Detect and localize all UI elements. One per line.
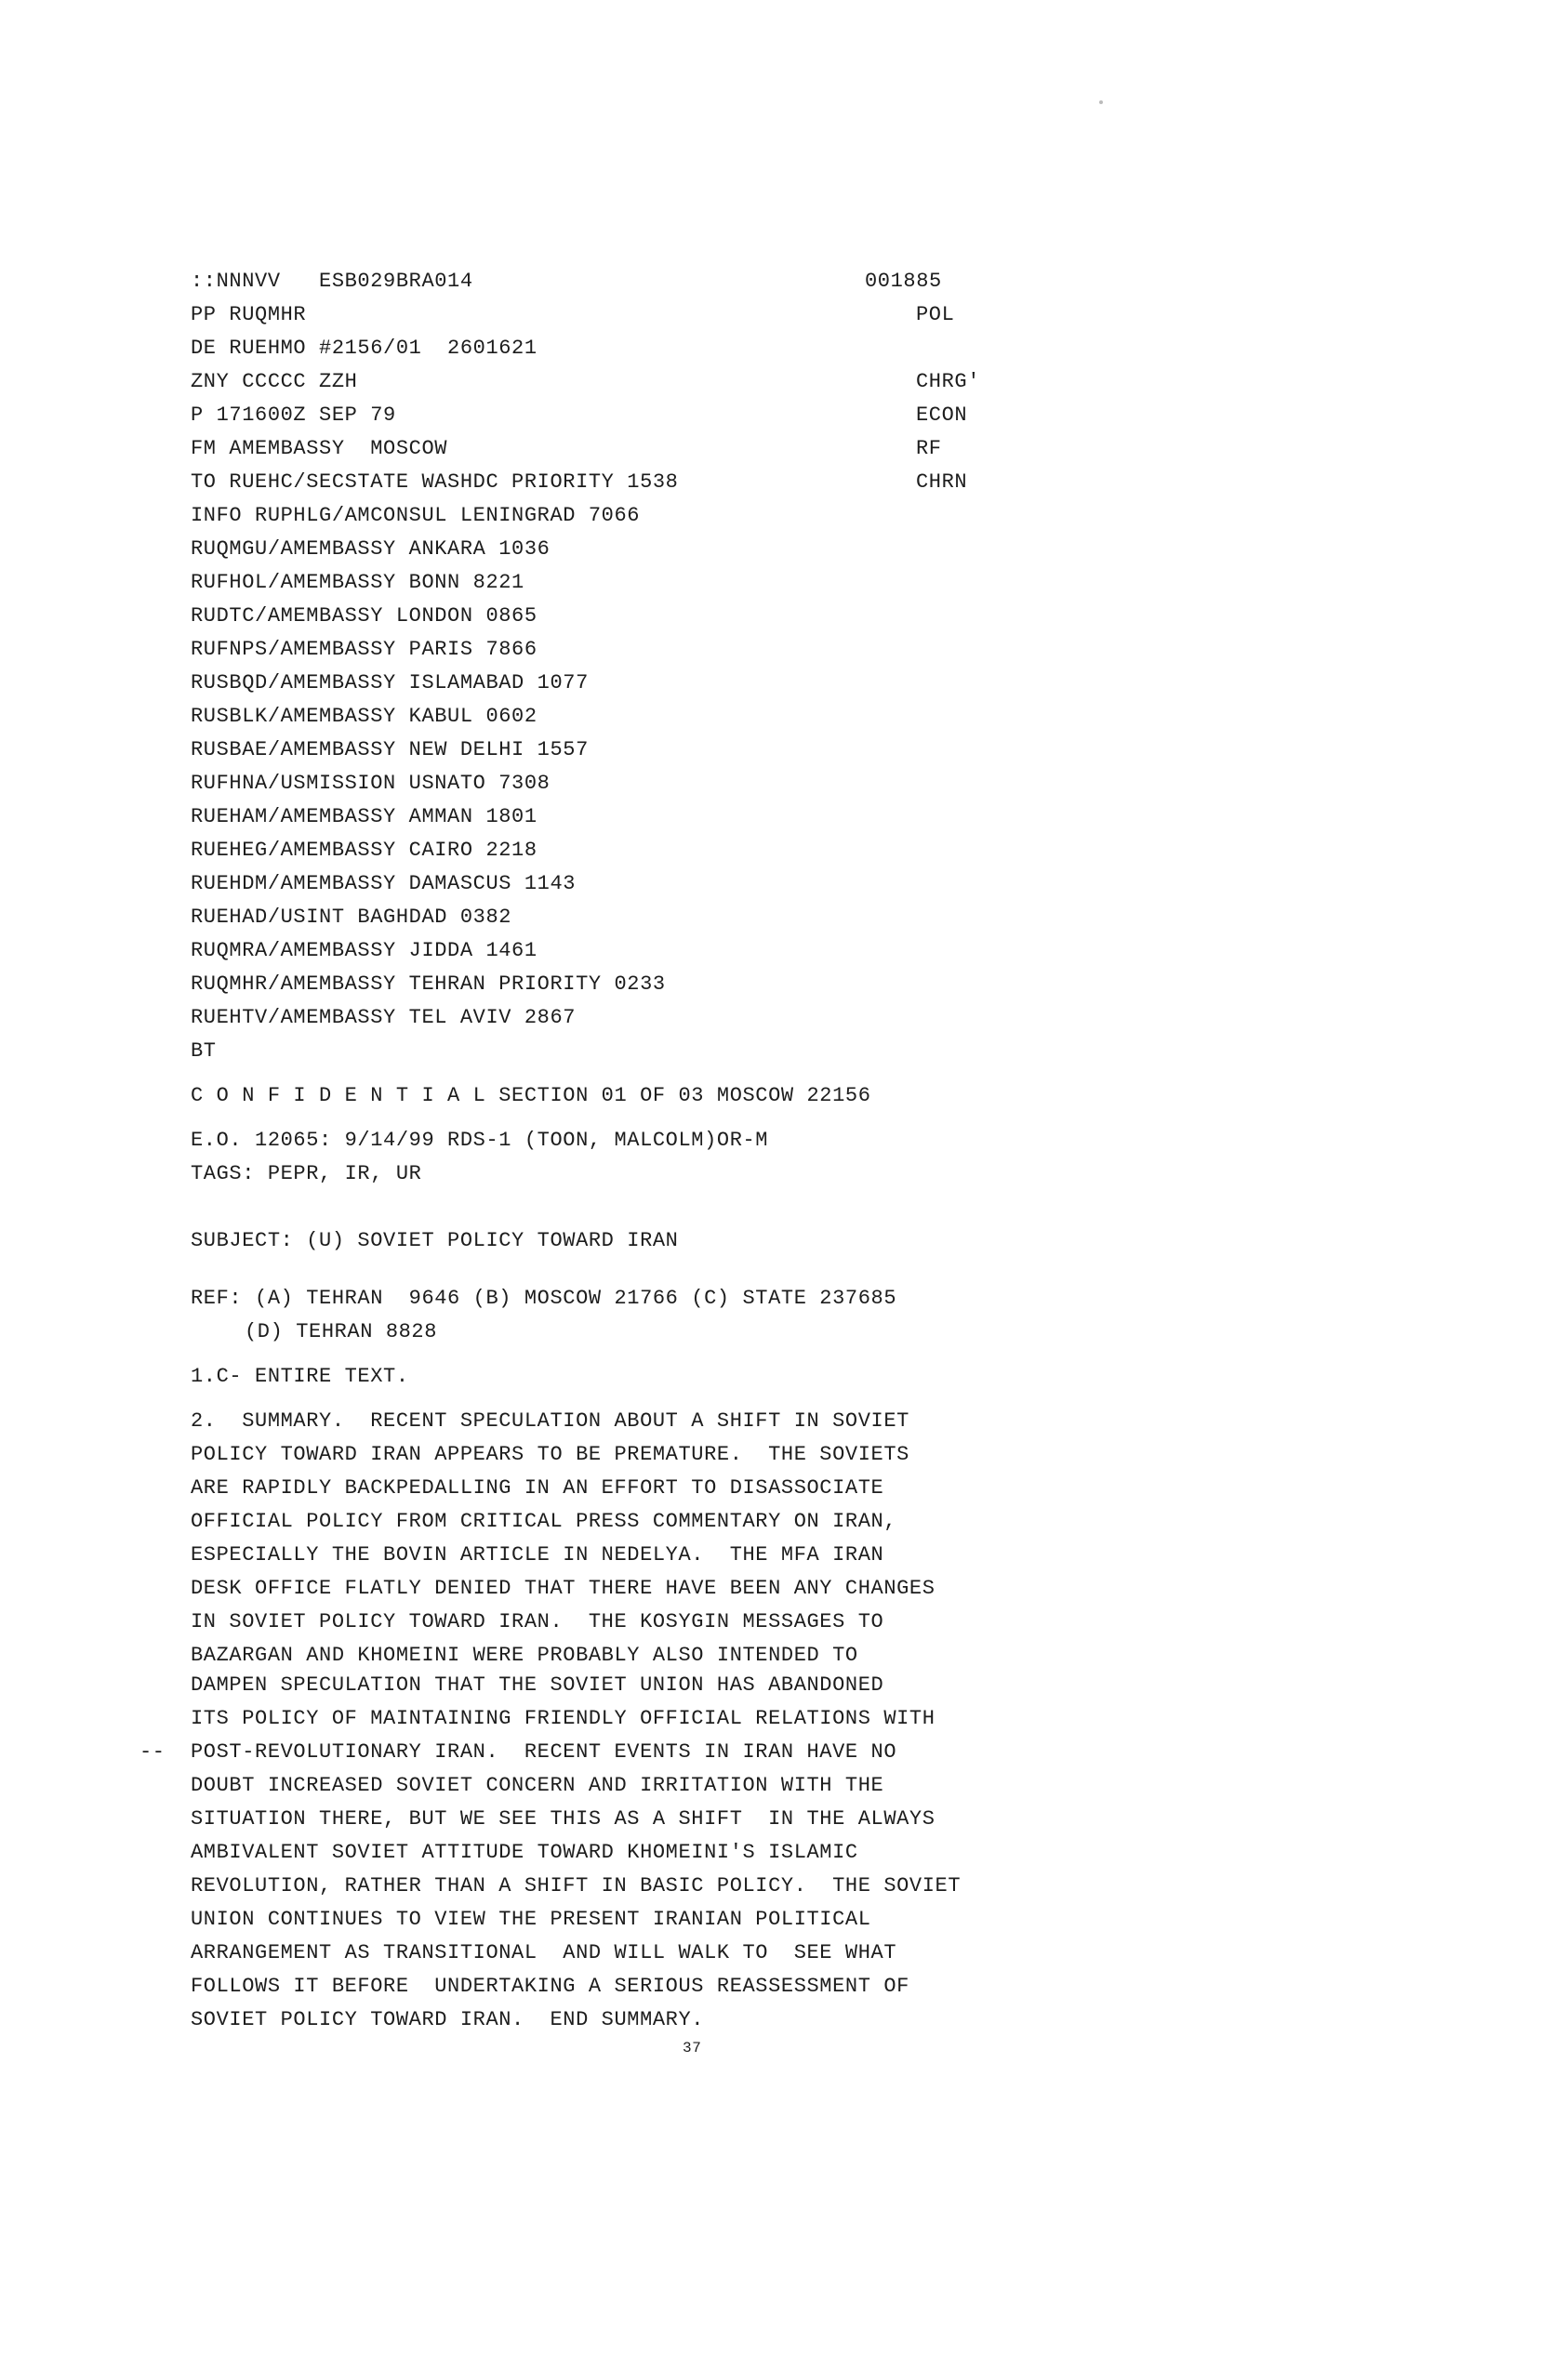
paragraph-line: OFFICIAL POLICY FROM CRITICAL PRESS COMMENTARY ON IRAN, xyxy=(191,1510,897,1533)
header-line: RUDTC/AMEMBASSY LONDON 0865 xyxy=(191,604,537,628)
margin-mark: -- xyxy=(139,1740,166,1764)
paragraph-line: ARRANGEMENT AS TRANSITIONAL AND WILL WALK TO SEE WHAT xyxy=(191,1941,897,1964)
paragraph-line: IN SOVIET POLICY TOWARD IRAN. THE KOSYGIN MESSAGES TO xyxy=(191,1610,884,1633)
paragraph-line: AMBIVALENT SOVIET ATTITUDE TOWARD KHOMEINI'S ISLAMIC xyxy=(191,1841,858,1864)
paragraph-line: SOVIET POLICY TOWARD IRAN. END SUMMARY. xyxy=(191,2008,705,2031)
ref-line: (D) TEHRAN 8828 xyxy=(245,1320,438,1343)
header-line: RUEHEG/AMEMBASSY CAIRO 2218 xyxy=(191,839,537,862)
header-line: RUFHNA/USMISSION USNATO 7308 xyxy=(191,772,551,795)
header-line: RUQMRA/AMEMBASSY JIDDA 1461 xyxy=(191,939,537,962)
paragraph-line: DOUBT INCREASED SOVIET CONCERN AND IRRITATION WITH THE xyxy=(191,1774,884,1797)
header-line: RUEHTV/AMEMBASSY TEL AVIV 2867 xyxy=(191,1006,577,1029)
header-line: ::NNNVV ESB029BRA014 xyxy=(191,270,473,293)
paragraph-line: ITS POLICY OF MAINTAINING FRIENDLY OFFICIAL RELATIONS WITH xyxy=(191,1707,936,1730)
paragraph-line: DAMPEN SPECULATION THAT THE SOVIET UNION HAS ABANDONED xyxy=(191,1673,884,1697)
header-line: RUFHOL/AMEMBASSY BONN 8221 xyxy=(191,571,524,594)
classification-line: C O N F I D E N T I A L SECTION 01 OF 03 MOSCOW 22156 xyxy=(191,1084,871,1107)
header-line: PP RUQMHR xyxy=(191,303,307,326)
document-number: 001885 xyxy=(865,270,942,293)
paragraph-1: 1.C- ENTIRE TEXT. xyxy=(191,1365,409,1388)
header-line: RUEHDM/AMEMBASSY DAMASCUS 1143 xyxy=(191,872,577,895)
header-line: RUEHAD/USINT BAGHDAD 0382 xyxy=(191,906,512,929)
paragraph-line: FOLLOWS IT BEFORE UNDERTAKING A SERIOUS REASSESSMENT OF xyxy=(191,1975,909,1998)
header-line: RUSBAE/AMEMBASSY NEW DELHI 1557 xyxy=(191,738,589,761)
header-line: RUQMHR/AMEMBASSY TEHRAN PRIORITY 0233 xyxy=(191,972,666,996)
paragraph-line: 2. SUMMARY. RECENT SPECULATION ABOUT A SHIFT IN SOVIET xyxy=(191,1409,909,1433)
header-line: ZNY CCCCC ZZH xyxy=(191,370,358,393)
header-line: BT xyxy=(191,1039,217,1063)
paragraph-line: POST-REVOLUTIONARY IRAN. RECENT EVENTS IN IRAN HAVE NO xyxy=(191,1740,897,1764)
header-line: RUFNPS/AMEMBASSY PARIS 7866 xyxy=(191,638,537,661)
paragraph-line: BAZARGAN AND KHOMEINI WERE PROBABLY ALSO INTENDED TO xyxy=(191,1644,858,1667)
paragraph-line: POLICY TOWARD IRAN APPEARS TO BE PREMATURE. THE SOVIETS xyxy=(191,1443,909,1466)
header-line: INFO RUPHLG/AMCONSUL LENINGRAD 7066 xyxy=(191,504,641,527)
paragraph-line: REVOLUTION, RATHER THAN A SHIFT IN BASIC POLICY. THE SOVIET xyxy=(191,1874,962,1897)
header-line: P 171600Z SEP 79 xyxy=(191,403,396,427)
distribution-code: CHRN xyxy=(916,470,968,494)
header-line: RUSBLK/AMEMBASSY KABUL 0602 xyxy=(191,705,537,728)
paragraph-line: SITUATION THERE, BUT WE SEE THIS AS A SHIFT IN THE ALWAYS xyxy=(191,1807,936,1831)
ref-line: REF: (A) TEHRAN 9646 (B) MOSCOW 21766 (C) STATE 237685 xyxy=(191,1287,897,1310)
tags-line: TAGS: PEPR, IR, UR xyxy=(191,1162,422,1185)
paragraph-line: ARE RAPIDLY BACKPEDALLING IN AN EFFORT TO DISASSOCIATE xyxy=(191,1476,884,1500)
header-line: FM AMEMBASSY MOSCOW xyxy=(191,437,448,460)
subject-line: SUBJECT: (U) SOVIET POLICY TOWARD IRAN xyxy=(191,1229,679,1252)
header-line: DE RUEHMO #2156/01 2601621 xyxy=(191,337,537,360)
header-line: RUEHAM/AMEMBASSY AMMAN 1801 xyxy=(191,805,537,828)
eo-line: E.O. 12065: 9/14/99 RDS-1 (TOON, MALCOLM)OR-M xyxy=(191,1129,769,1152)
paragraph-line: DESK OFFICE FLATLY DENIED THAT THERE HAVE BEEN ANY CHANGES xyxy=(191,1577,936,1600)
header-line: RUQMGU/AMEMBASSY ANKARA 1036 xyxy=(191,537,551,561)
scan-speck xyxy=(1099,100,1103,104)
page-mark: 37 xyxy=(683,2040,702,2056)
distribution-code: RF xyxy=(916,437,942,460)
header-line: TO RUEHC/SECSTATE WASHDC PRIORITY 1538 xyxy=(191,470,679,494)
paragraph-line: UNION CONTINUES TO VIEW THE PRESENT IRANIAN POLITICAL xyxy=(191,1908,871,1931)
distribution-code: CHRG' xyxy=(916,370,981,393)
distribution-code: POL xyxy=(916,303,955,326)
header-line: RUSBQD/AMEMBASSY ISLAMABAD 1077 xyxy=(191,671,589,694)
paragraph-line: ESPECIALLY THE BOVIN ARTICLE IN NEDELYA. THE MFA IRAN xyxy=(191,1543,884,1567)
distribution-code: ECON xyxy=(916,403,968,427)
